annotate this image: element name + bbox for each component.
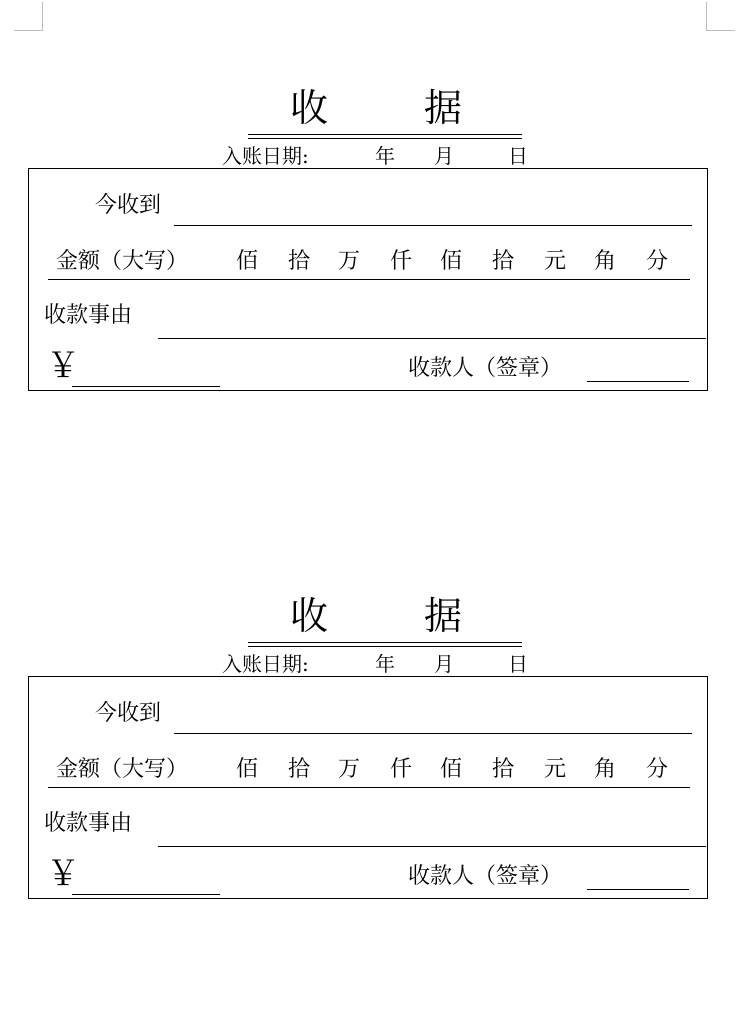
unit-qian: 仟 xyxy=(390,249,413,274)
entry-date-label: 入账日期: xyxy=(222,144,309,168)
amount-field[interactable] xyxy=(48,279,690,280)
date-day-label: 日 xyxy=(508,144,528,168)
date-day-label: 日 xyxy=(508,652,528,676)
receipt-title-char-2: 据 xyxy=(424,594,463,638)
unit-jiao: 角 xyxy=(594,249,617,274)
amount-field[interactable] xyxy=(48,787,690,788)
amount-label: 金额（大写） xyxy=(56,757,189,782)
date-month-label: 月 xyxy=(434,652,454,676)
unit-fen: 分 xyxy=(646,757,669,782)
page-corner-mark-right xyxy=(706,2,735,31)
receipt-title-char-1: 收 xyxy=(290,86,329,130)
payment-reason-field[interactable] xyxy=(158,846,706,847)
amount-row xyxy=(48,756,690,786)
amount-figures-field[interactable] xyxy=(72,386,220,387)
unit-fen: 分 xyxy=(646,249,669,274)
unit-shi-2: 拾 xyxy=(492,757,515,782)
received-from-field[interactable] xyxy=(174,733,692,734)
payment-reason-label: 收款事由 xyxy=(44,303,133,328)
date-year-label: 年 xyxy=(375,652,395,676)
payment-reason-label: 收款事由 xyxy=(44,811,133,836)
unit-shi-2: 拾 xyxy=(492,249,515,274)
title-underline-bottom xyxy=(248,646,522,647)
unit-bai: 佰 xyxy=(236,757,259,782)
title-underline-top xyxy=(248,134,522,135)
receipt-title-char-2: 据 xyxy=(424,86,463,130)
receipt-form xyxy=(0,588,756,918)
unit-bai: 佰 xyxy=(236,249,259,274)
unit-yuan: 元 xyxy=(544,249,567,274)
unit-qian: 仟 xyxy=(390,757,413,782)
receipt-title-char-1: 收 xyxy=(290,594,329,638)
amount-figures-field[interactable] xyxy=(72,894,220,895)
received-from-label: 今收到 xyxy=(95,193,162,218)
page-corner-mark-left xyxy=(14,2,43,31)
payee-signature-label: 收款人（签章） xyxy=(408,864,563,889)
unit-wan: 万 xyxy=(338,249,361,274)
entry-date-label: 入账日期: xyxy=(222,652,309,676)
unit-jiao: 角 xyxy=(594,757,617,782)
payee-signature-field[interactable] xyxy=(587,381,689,382)
amount-label: 金额（大写） xyxy=(56,249,189,274)
unit-shi: 拾 xyxy=(288,757,311,782)
title-underline-top xyxy=(248,642,522,643)
yen-symbol: ￥ xyxy=(46,854,80,894)
unit-bai-2: 佰 xyxy=(440,249,463,274)
unit-shi: 拾 xyxy=(288,249,311,274)
payee-signature-label: 收款人（签章） xyxy=(408,356,563,381)
payment-reason-field[interactable] xyxy=(158,338,706,339)
title-underline-bottom xyxy=(248,138,522,139)
amount-row xyxy=(48,248,690,278)
received-from-label: 今收到 xyxy=(95,701,162,726)
unit-bai-2: 佰 xyxy=(440,757,463,782)
yen-symbol: ￥ xyxy=(46,346,80,386)
receipt-form xyxy=(0,80,756,410)
unit-yuan: 元 xyxy=(544,757,567,782)
received-from-field[interactable] xyxy=(174,225,692,226)
payee-signature-field[interactable] xyxy=(587,889,689,890)
date-year-label: 年 xyxy=(375,144,395,168)
date-month-label: 月 xyxy=(434,144,454,168)
unit-wan: 万 xyxy=(338,757,361,782)
